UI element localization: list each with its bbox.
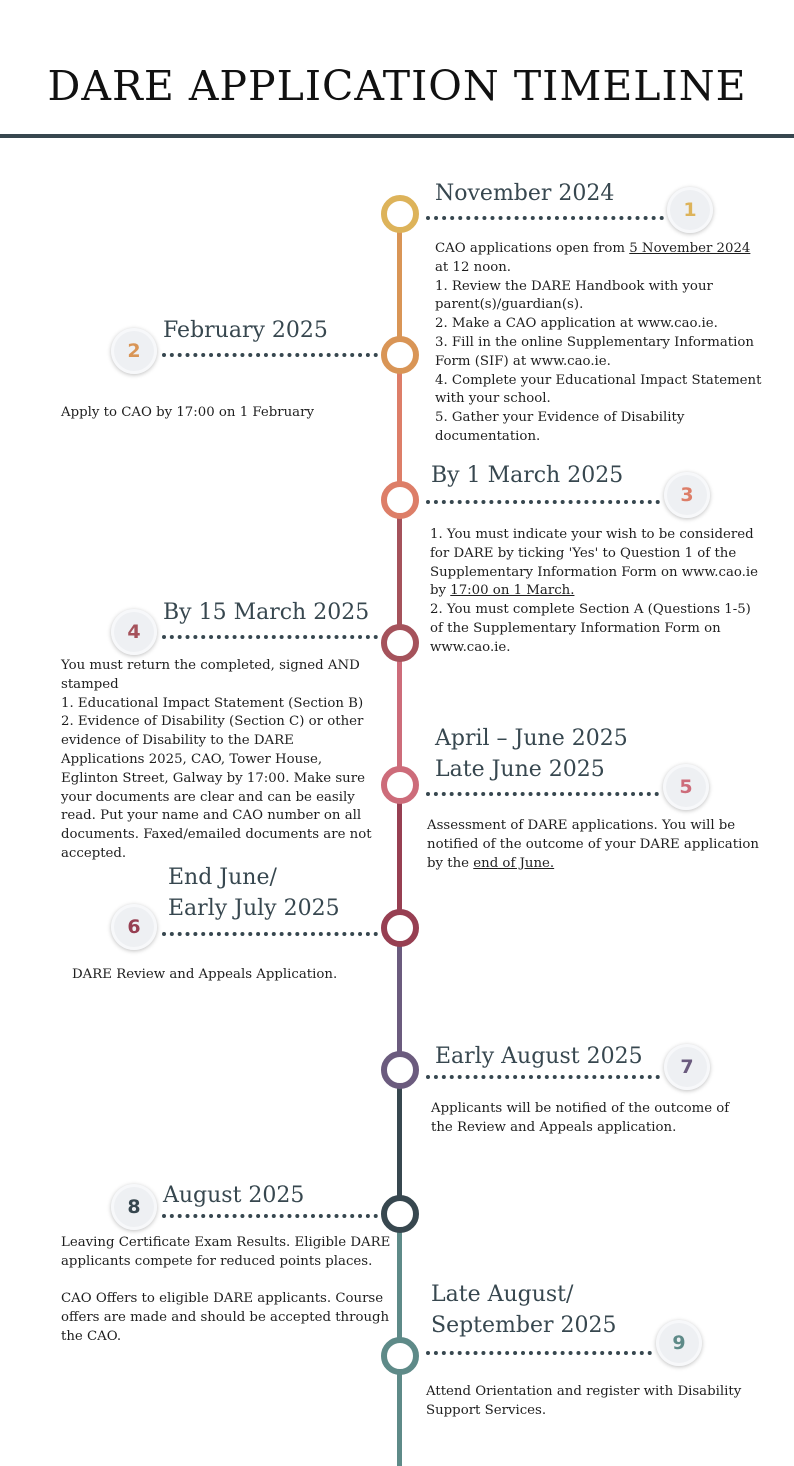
step-number-badge-1: 1 — [667, 187, 713, 233]
timeline-node-1 — [381, 195, 419, 233]
description-text: by the — [427, 855, 474, 871]
step-date-line: By 1 March 2025 — [431, 463, 624, 488]
timeline-node-6 — [381, 909, 419, 947]
timeline-segment-1 — [397, 214, 402, 355]
description-line — [435, 240, 761, 259]
description-line: 2. You must complete Section A (Questions 1-5) — [430, 602, 751, 618]
step-description-8 — [61, 1234, 390, 1347]
description-line: Support Services. — [426, 1402, 547, 1418]
description-line: Applicants will be notified of the outcome of — [431, 1101, 730, 1116]
description-line: the Review and Appeals application. — [431, 1119, 677, 1135]
description-line — [61, 1272, 390, 1291]
timeline-node-8 — [381, 1195, 419, 1233]
description-line: the CAO. — [61, 1328, 122, 1344]
step-description-2 — [61, 404, 314, 423]
step-date-1 — [435, 178, 614, 209]
description-line: 2. Make a CAO application at www.cao.ie. — [435, 316, 718, 332]
description-line: 4. Complete your Educational Impact Statement — [435, 372, 762, 388]
description-line: with your school. — [435, 391, 551, 407]
timeline-node-7 — [381, 1051, 419, 1089]
step-number-badge-9: 9 — [656, 1320, 702, 1366]
step-date-2 — [163, 315, 328, 346]
timeline-node-2 — [381, 336, 419, 374]
description-line: Eglinton Street, Galway by 17:00. Make sure — [61, 770, 365, 786]
step-date-line: August 2025 — [163, 1183, 305, 1208]
description-line: evidence of Disability to the DARE — [61, 733, 294, 749]
dotted-connector-2 — [162, 353, 378, 357]
dotted-connector-4 — [162, 635, 378, 639]
timeline-node-4 — [381, 624, 419, 662]
description-line: at 12 noon. — [435, 259, 512, 275]
step-number-badge-3: 3 — [664, 472, 710, 518]
dotted-connector-9 — [426, 1351, 652, 1355]
description-line: 1. You must indicate your wish to be considered — [430, 527, 754, 542]
timeline-segment-4 — [397, 643, 402, 785]
step-number-badge-4: 4 — [111, 609, 157, 655]
step-date-5 — [435, 723, 628, 785]
description-line: accepted. — [61, 845, 127, 861]
description-line: stamped — [61, 676, 119, 692]
step-date-6 — [168, 862, 340, 924]
step-date-4 — [163, 597, 369, 628]
dotted-connector-5 — [426, 792, 659, 796]
step-date-line: Early July 2025 — [168, 896, 340, 921]
description-line: notified of the outcome of your DARE application — [427, 836, 759, 852]
step-date-3 — [431, 460, 623, 491]
page-title: DARE APPLICATION TIMELINE — [47, 62, 747, 110]
description-line: Applications 2025, CAO, Tower House, — [61, 751, 323, 767]
step-number-badge-6: 6 — [111, 904, 157, 950]
description-line: 3. Fill in the online Supplementary Information — [435, 334, 754, 350]
timeline-node-9 — [381, 1337, 419, 1375]
description-line: applicants compete for reduced points places. — [61, 1253, 373, 1269]
description-line: Leaving Certificate Exam Results. Eligible DARE — [61, 1235, 391, 1250]
step-date-line: November 2024 — [435, 181, 615, 206]
description-line: documents. Faxed/emailed documents are not — [61, 827, 372, 843]
dotted-connector-1 — [426, 216, 664, 220]
step-date-line: February 2025 — [163, 318, 328, 343]
description-text: by — [430, 583, 451, 599]
step-description-5 — [427, 817, 759, 873]
timeline-segment-7 — [397, 1070, 402, 1214]
description-line: www.cao.ie. — [430, 639, 511, 655]
dotted-connector-7 — [426, 1075, 660, 1079]
step-date-line: End June/ — [168, 865, 277, 890]
dotted-connector-3 — [426, 500, 660, 504]
title-divider — [0, 134, 794, 138]
description-line: Attend Orientation and register with Disability — [426, 1384, 742, 1399]
description-line: for DARE by ticking 'Yes' to Question 1 of the — [430, 545, 737, 561]
description-line: your documents are clear and can be easily — [61, 789, 355, 805]
step-date-line: Late August/ — [431, 1282, 574, 1307]
timeline-segment-5 — [397, 785, 402, 928]
step-date-line: April – June 2025 — [435, 726, 628, 751]
step-date-7 — [435, 1041, 643, 1072]
timeline-segment-3 — [397, 500, 402, 643]
description-line: Supplementary Information Form on www.cao.ie — [430, 564, 759, 580]
description-line: You must return the completed, signed AND — [61, 658, 360, 673]
description-line: of the Supplementary Information Form on — [430, 620, 721, 636]
description-line: documentation. — [435, 428, 541, 444]
underlined-date: end of June. — [473, 855, 555, 871]
step-description-6 — [72, 966, 337, 985]
description-line — [430, 582, 758, 601]
description-line: DARE Review and Appeals Application. — [72, 967, 338, 982]
step-date-line: Late June 2025 — [435, 757, 605, 782]
timeline-node-5 — [381, 766, 419, 804]
dotted-connector-6 — [162, 932, 378, 936]
step-number-badge-7: 7 — [664, 1044, 710, 1090]
description-line — [427, 855, 759, 874]
description-line: 2. Evidence of Disability (Section C) or other — [61, 714, 364, 730]
step-date-line: September 2025 — [431, 1313, 617, 1338]
step-date-line: By 15 March 2025 — [163, 600, 370, 625]
description-text: CAO applications open from — [435, 241, 630, 256]
step-number-badge-2: 2 — [111, 328, 157, 374]
description-line: parent(s)/guardian(s). — [435, 297, 584, 313]
description-line: read. Put your name and CAO number on all — [61, 808, 362, 824]
step-description-1 — [435, 240, 761, 447]
timeline-segment-8 — [397, 1214, 402, 1356]
step-description-4 — [61, 657, 372, 864]
step-date-9 — [431, 1279, 617, 1341]
step-description-7 — [431, 1100, 729, 1138]
description-line: 1. Educational Impact Statement (Section B) — [61, 695, 364, 711]
description-line: Form (SIF) at www.cao.ie. — [435, 353, 611, 369]
dotted-connector-8 — [162, 1214, 378, 1218]
underlined-date: 5 November 2024 — [629, 241, 751, 256]
step-description-9 — [426, 1383, 741, 1421]
timeline-segment-6 — [397, 928, 402, 1070]
description-line: Apply to CAO by 17:00 on 1 February — [61, 405, 314, 420]
step-date-8 — [163, 1180, 304, 1211]
timeline-segment-2 — [397, 355, 402, 500]
underlined-date: 17:00 on 1 March. — [450, 583, 575, 599]
description-line: offers are made and should be accepted through — [61, 1310, 390, 1326]
description-line: 1. Review the DARE Handbook with your — [435, 278, 713, 294]
step-number-badge-8: 8 — [111, 1184, 157, 1230]
step-date-line: Early August 2025 — [435, 1044, 643, 1069]
step-description-3 — [430, 526, 758, 658]
timeline-node-3 — [381, 481, 419, 519]
description-line: 5. Gather your Evidence of Disability — [435, 410, 685, 426]
description-line: Assessment of DARE applications. You will be — [427, 818, 736, 833]
step-number-badge-5: 5 — [663, 764, 709, 810]
description-line: CAO Offers to eligible DARE applicants. Course — [61, 1291, 384, 1307]
